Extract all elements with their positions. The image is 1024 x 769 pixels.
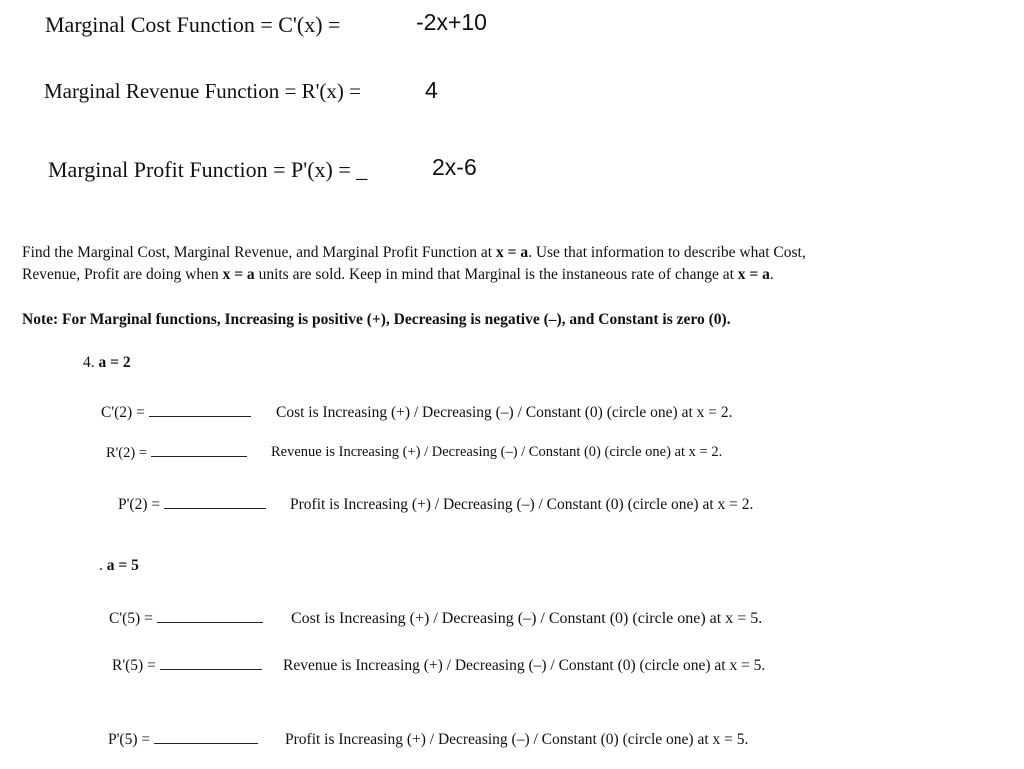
instructions-text: Revenue, Profit are doing when (22, 266, 223, 283)
instructions-line-1 (22, 242, 806, 264)
c5-description: Cost is Increasing (+) / Decreasing (–) / Constant (0) (circle one) at x = 5. (291, 610, 763, 627)
c5-label-row (109, 610, 263, 628)
marginal-cost-answer: -2x+10 (416, 9, 487, 35)
marginal-profit-label: Marginal Profit Function = P'(x) = _ (48, 157, 368, 182)
c2-label-row (101, 404, 251, 422)
problem-number: 4. (83, 354, 95, 371)
p2-label-row (118, 496, 266, 514)
r2-answer-blank[interactable] (151, 444, 247, 457)
marginal-revenue-label: Marginal Revenue Function = R'(x) = (44, 79, 361, 103)
r2-description: Revenue is Increasing (+) / Decreasing (–) / Constant (0) (circle one) at x = 2. (271, 444, 723, 460)
instructions-text: units are sold. Keep in mind that Marginal is the instaneous rate of change at (254, 266, 738, 283)
instructions-text: Find the Marginal Cost, Marginal Revenue, and Marginal Profit Function at (22, 244, 496, 261)
instructions-x-equals-a: x = a (495, 244, 529, 261)
r2-label-row (106, 444, 247, 462)
p2-label: P'(2) = (118, 496, 161, 513)
marginal-profit-answer: 2x-6 (432, 154, 477, 180)
marginal-cost-label: Marginal Cost Function = C'(x) = (45, 12, 341, 37)
p5-answer-blank[interactable] (154, 731, 258, 744)
instructions-text: . Use that information to describe what Cost, (528, 244, 806, 261)
p5-label: P'(5) = (108, 731, 151, 748)
c2-label: C'(2) = (101, 404, 145, 421)
note-text: Note: For Marginal functions, Increasing is positive (+), Decreasing is negative (–), and Constant is zero (0). (22, 311, 731, 328)
p2-answer-blank[interactable] (164, 496, 266, 509)
c5-label: C'(5) = (109, 610, 153, 627)
r5-label-row (112, 657, 262, 675)
r5-description: Revenue is Increasing (+) / Decreasing (–) / Constant (0) (circle one) at x = 5. (283, 657, 766, 674)
instructions-x-equals-a: x = a (222, 266, 255, 283)
problem-a-value: a = 2 (98, 354, 131, 371)
c2-description: Cost is Increasing (+) / Decreasing (–) / Constant (0) (circle one) at x = 2. (276, 404, 733, 421)
instructions-x-equals-a: x = a (737, 266, 770, 283)
instructions-text: . (769, 266, 774, 283)
instructions-line-2 (22, 264, 774, 286)
marginal-revenue-answer: 4 (425, 77, 438, 103)
problem-number: . (99, 557, 103, 574)
c5-answer-blank[interactable] (157, 610, 263, 623)
r5-answer-blank[interactable] (160, 657, 262, 670)
c2-answer-blank[interactable] (149, 404, 251, 417)
problem-5-heading (99, 557, 139, 575)
r5-label: R'(5) = (112, 657, 156, 674)
p5-label-row (108, 731, 258, 749)
p2-description: Profit is Increasing (+) / Decreasing (–) / Constant (0) (circle one) at x = 2. (290, 496, 754, 513)
p5-description: Profit is Increasing (+) / Decreasing (–) / Constant (0) (circle one) at x = 5. (285, 731, 749, 748)
r2-label: R'(2) = (106, 445, 147, 461)
problem-a-value: a = 5 (106, 557, 139, 574)
problem-4-heading (83, 354, 131, 372)
